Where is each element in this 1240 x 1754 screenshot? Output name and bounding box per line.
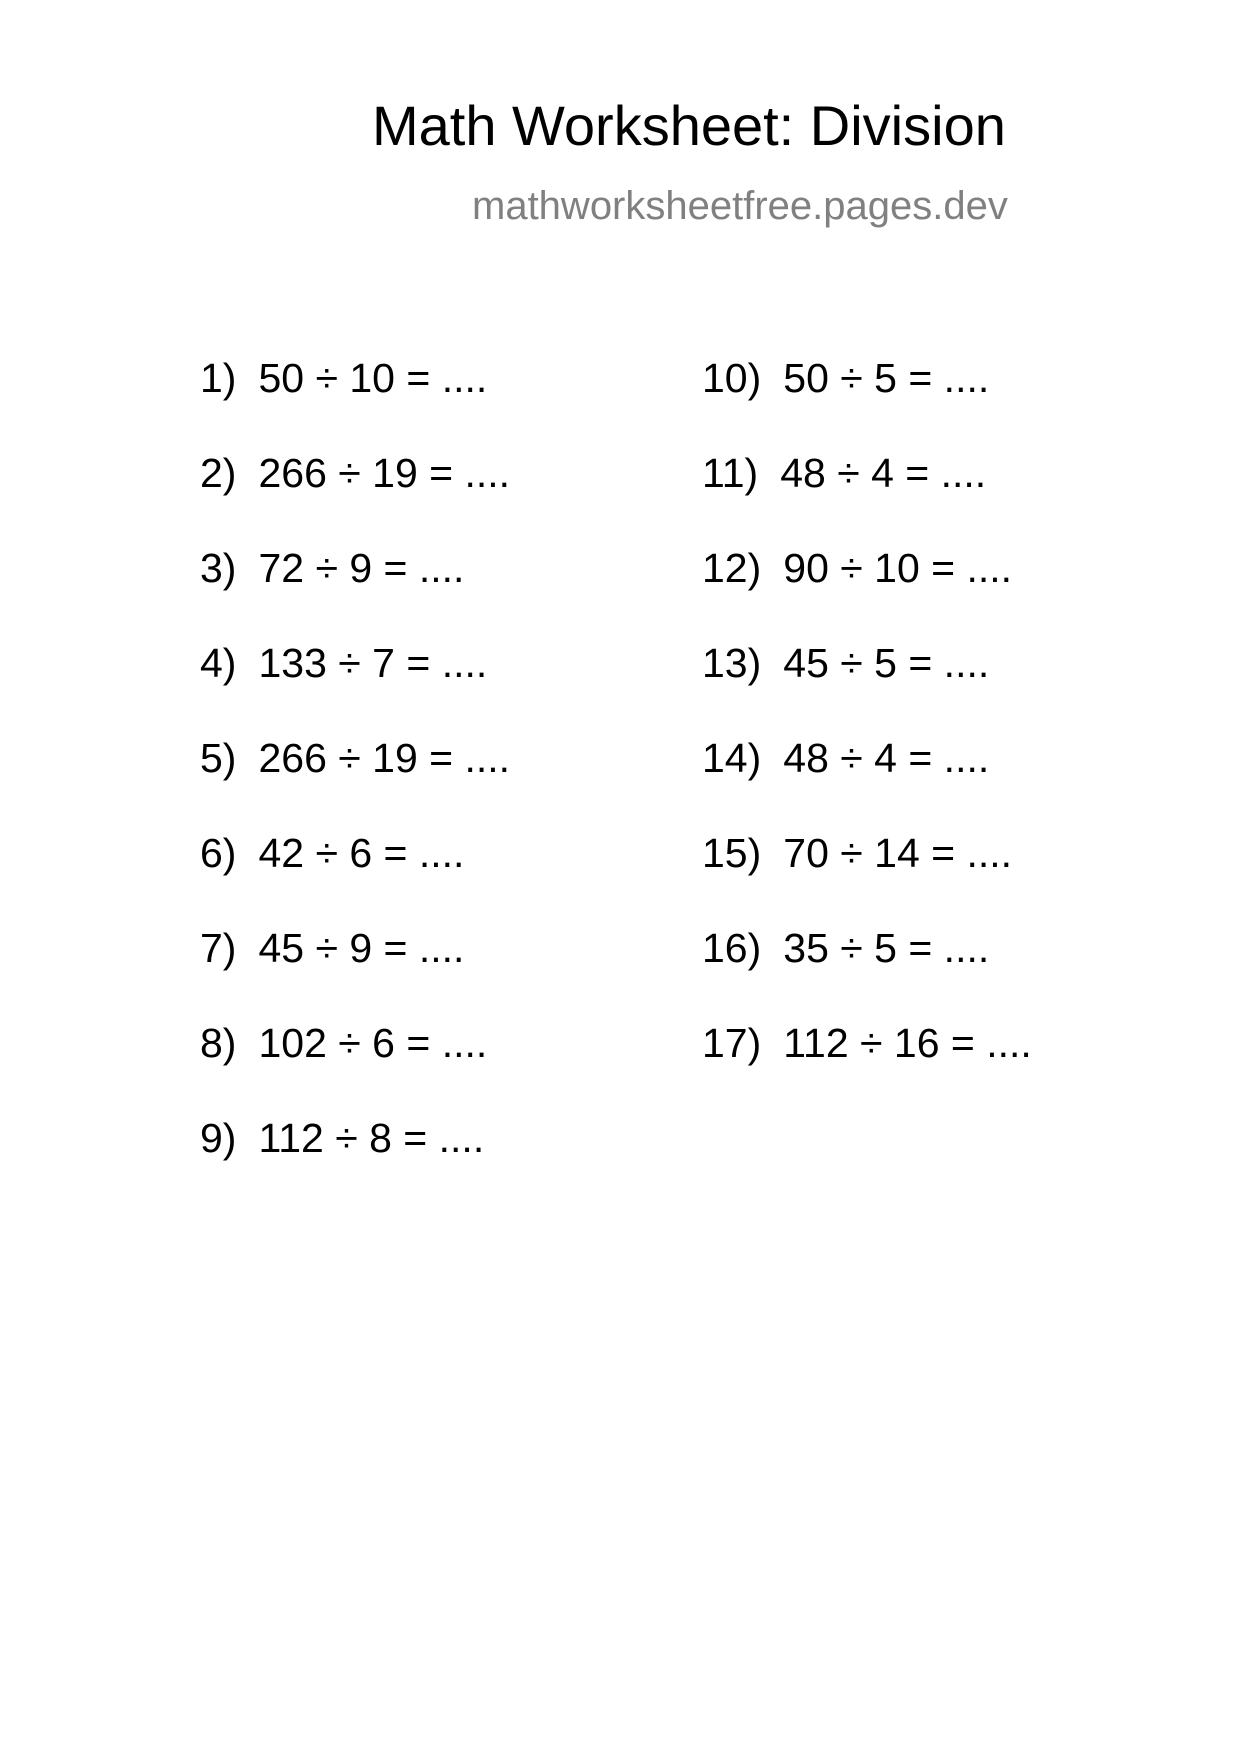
problem-number: 2) [200,450,237,496]
problem-item [702,355,1032,450]
problem-item [200,1115,510,1210]
problem-number: 15) [702,830,762,876]
problems-right-column [702,355,1032,1115]
problem-item [200,355,510,450]
problem-expression: 266 ÷ 19 = .... [258,450,511,496]
problem-number: 16) [702,925,762,971]
problem-number: 1) [200,355,237,401]
problem-item [200,640,510,735]
problem-item [200,450,510,545]
problem-expression: 48 ÷ 4 = .... [783,735,990,781]
problem-number: 13) [702,640,762,686]
site-url: mathworksheetfree.pages.dev [472,184,1008,228]
problem-expression: 50 ÷ 5 = .... [783,355,990,401]
problem-item [702,735,1032,830]
problem-expression: 45 ÷ 5 = .... [783,640,990,686]
problem-expression: 42 ÷ 6 = .... [258,830,465,876]
problem-item [702,1020,1032,1115]
problem-expression: 90 ÷ 10 = .... [783,545,1013,591]
problem-expression: 72 ÷ 9 = .... [258,545,465,591]
problem-number: 10) [702,355,762,401]
problem-expression: 133 ÷ 7 = .... [258,640,488,686]
problem-item [200,925,510,1020]
problem-number: 4) [200,640,237,686]
problem-number: 8) [200,1020,237,1066]
problem-item [200,830,510,925]
problem-item [702,925,1032,1020]
problem-item [200,545,510,640]
problem-expression: 266 ÷ 19 = .... [258,735,511,781]
problem-expression: 45 ÷ 9 = .... [258,925,465,971]
problem-expression: 112 ÷ 8 = .... [258,1115,485,1161]
problems-left-column [200,355,510,1210]
problem-item [702,545,1032,640]
problem-number: 17) [702,1020,762,1066]
problem-expression: 48 ÷ 4 = .... [780,450,987,496]
problem-item [200,735,510,830]
problem-expression: 35 ÷ 5 = .... [783,925,990,971]
problem-number: 5) [200,735,237,781]
problem-number: 11) [702,450,759,496]
problem-item [702,450,1032,545]
problem-item [702,640,1032,735]
problem-expression: 70 ÷ 14 = .... [783,830,1013,876]
page-title: Math Worksheet: Division [372,94,1006,157]
problem-item [702,830,1032,925]
problem-item [200,1020,510,1115]
problem-number: 3) [200,545,237,591]
problem-expression: 102 ÷ 6 = .... [258,1020,488,1066]
problem-number: 12) [702,545,762,591]
problem-number: 6) [200,830,237,876]
problem-number: 9) [200,1115,237,1161]
problem-expression: 112 ÷ 16 = .... [783,1020,1032,1066]
problem-expression: 50 ÷ 10 = .... [258,355,488,401]
problem-number: 14) [702,735,762,781]
problem-number: 7) [200,925,237,971]
